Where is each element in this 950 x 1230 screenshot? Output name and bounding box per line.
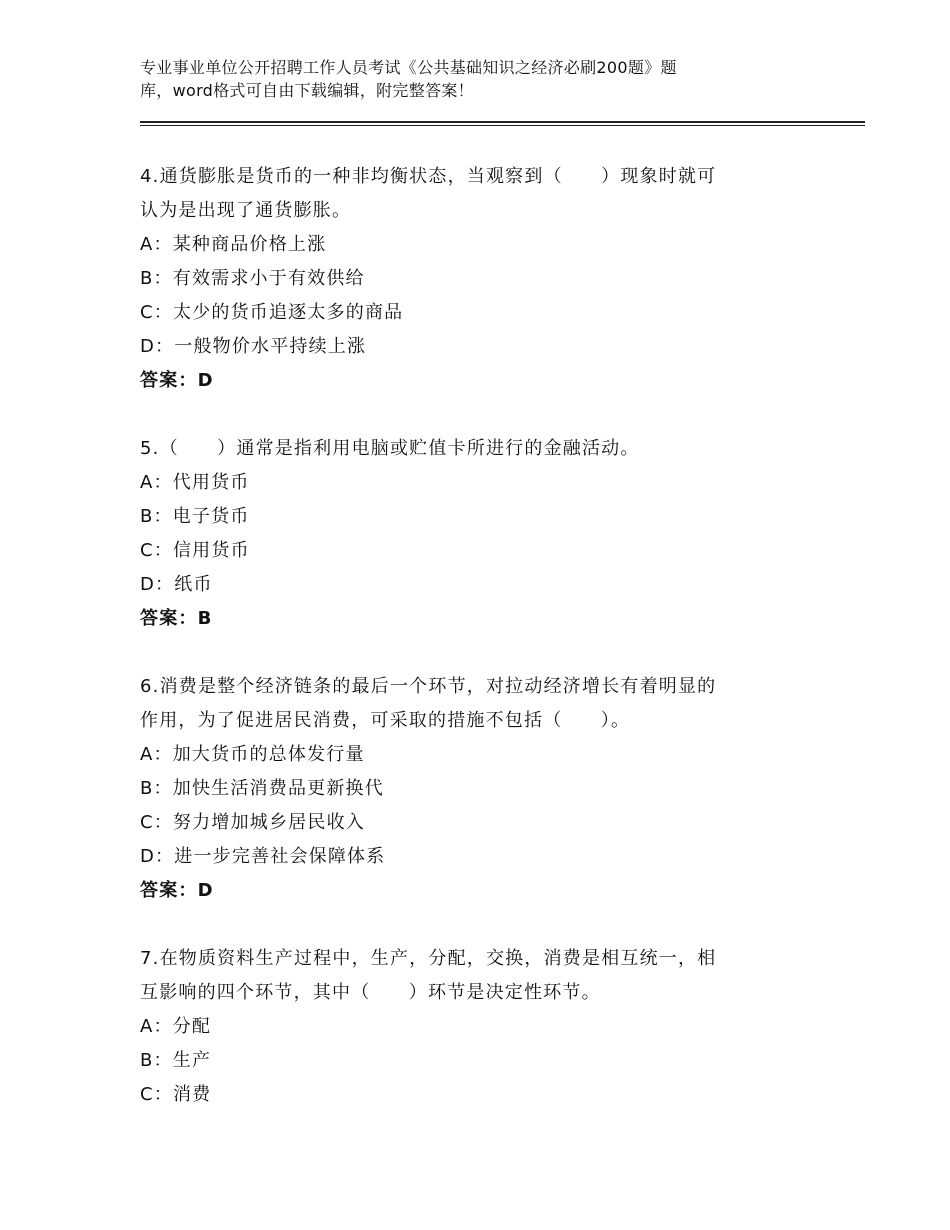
question-spacer: [140, 398, 800, 432]
header-divider-thick: [140, 121, 865, 123]
answer-key: 答案：B: [140, 608, 213, 629]
question-text: 作用，为了促进居民消费，可采取的措施不包括（ ）。: [140, 710, 631, 731]
answer-option: A：代用货币: [140, 472, 250, 493]
question-block: [140, 670, 800, 908]
answer-option: A：分配: [140, 1016, 212, 1037]
question-text: 4.通货膨胀是货币的一种非均衡状态，当观察到（ ）现象时就可: [140, 166, 717, 187]
answer-option: C：努力增加城乡居民收入: [140, 812, 365, 833]
answer-option: B：生产: [140, 1050, 212, 1071]
question-list: [140, 160, 800, 1112]
answer-option: C：太少的货币追逐太多的商品: [140, 302, 404, 323]
answer-option: D：纸币: [140, 574, 213, 595]
answer-option: C：消费: [140, 1084, 212, 1105]
question-text: 7.在物质资料生产过程中，生产，分配，交换，消费是相互统一，相: [140, 948, 717, 969]
answer-key: 答案：D: [140, 370, 214, 391]
question-text: 认为是出现了通货膨胀。: [140, 200, 352, 221]
answer-option: C：信用货币: [140, 540, 250, 561]
answer-option: A：某种商品价格上涨: [140, 234, 327, 255]
answer-option: B：有效需求小于有效供给: [140, 268, 365, 289]
answer-option: A：加大货币的总体发行量: [140, 744, 365, 765]
answer-option: B：加快生活消费品更新换代: [140, 778, 384, 799]
question-text: 6.消费是整个经济链条的最后一个环节，对拉动经济增长有着明显的: [140, 676, 717, 697]
question-spacer: [140, 908, 800, 942]
header-line-2: 库，word格式可自由下载编辑，附完整答案！: [140, 81, 474, 100]
question-text: 互影响的四个环节，其中（ ）环节是决定性环节。: [140, 982, 601, 1003]
question-block: [140, 432, 800, 636]
answer-option: D：进一步完善社会保障体系: [140, 846, 386, 867]
document-header: [140, 56, 780, 102]
answer-option: D：一般物价水平持续上涨: [140, 336, 367, 357]
header-divider-thin: [140, 125, 865, 126]
header-line-1: 专业事业单位公开招聘工作人员考试《公共基础知识之经济必刷200题》题: [140, 58, 677, 77]
question-spacer: [140, 636, 800, 670]
question-block: [140, 942, 800, 1112]
question-text: 5.（ ）通常是指利用电脑或贮值卡所进行的金融活动。: [140, 438, 640, 459]
answer-key: 答案：D: [140, 880, 214, 901]
question-block: [140, 160, 800, 398]
answer-option: B：电子货币: [140, 506, 250, 527]
